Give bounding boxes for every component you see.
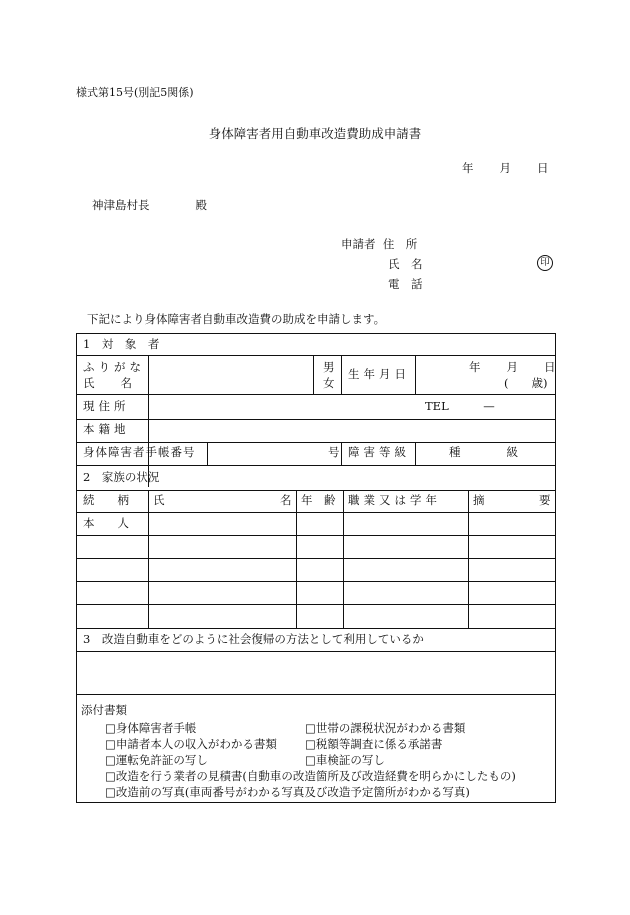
- date-day: 日: [537, 161, 549, 175]
- birth-date-label: 生年月日: [348, 367, 410, 381]
- name-label: 氏 名: [83, 376, 133, 390]
- section3-heading: 3 改造自動車をどのように社会復帰の方法として利用しているか: [83, 632, 424, 646]
- tel-label: TEL —: [425, 399, 495, 413]
- applicant-name-label: 氏 名: [388, 257, 423, 271]
- attachment-inspection: □車検証の写し: [305, 753, 385, 767]
- recipient: 神津島村長 殿: [92, 198, 207, 212]
- attachments-block: [81, 702, 516, 800]
- attachment-handbook: □身体障害者手帳: [105, 721, 197, 735]
- date-line: [462, 160, 549, 176]
- address-label: 現住所: [83, 399, 130, 413]
- sex-female: 女: [323, 376, 335, 390]
- attachment-income: □申請者本人の収入がわかる書類: [105, 737, 277, 751]
- date-year: 年: [462, 161, 474, 175]
- applicant-phone-label: 電 話: [388, 277, 423, 291]
- form-number: 様式第15号(別記5関係): [76, 86, 194, 99]
- applicant-block: [341, 234, 550, 294]
- application-form-table: [76, 333, 556, 803]
- col-age: 年 齢: [301, 493, 336, 507]
- attachment-household-tax: □世帯の課税状況がわかる書類: [305, 721, 466, 735]
- sex-male: 男: [323, 360, 335, 374]
- disability-grade-value: 種 級: [449, 445, 518, 459]
- col-note-first: 摘: [473, 493, 485, 507]
- document-title: 身体障害者用自動車改造費助成申請書: [208, 126, 422, 141]
- attachment-estimate: □改造を行う業者の見積書(自動車の改造箇所及び改造経費を明らかにしたもの): [105, 769, 516, 783]
- disability-grade-label: 障害等級: [348, 445, 410, 459]
- applicant-address-label: 住 所: [382, 237, 418, 251]
- seal-mark: 印: [537, 255, 553, 271]
- domicile-label: 本籍地: [83, 422, 130, 436]
- attachments-title: 添付書類: [81, 703, 127, 717]
- handbook-unit: 号: [328, 445, 340, 459]
- col-name-last: 名: [280, 493, 292, 507]
- handbook-number-label: 身体障害者手帳番号: [83, 445, 196, 459]
- section1-heading: 1 対 象 者: [83, 337, 160, 351]
- attachment-photo: □改造前の写真(車両番号がわかる写真及び改造予定箇所がわかる写真): [105, 785, 470, 799]
- applicant-label: 申請者: [341, 237, 376, 251]
- family-row-self: 本 人: [83, 516, 129, 530]
- section2-heading: 2 家族の状況: [83, 470, 160, 484]
- attachment-license: □運転免許証の写し: [105, 753, 208, 767]
- birth-date-fields: 年 月 日: [469, 360, 557, 374]
- col-job: 職業又は学年: [348, 493, 441, 507]
- attachment-consent: □税額等調査に係る承諾書: [305, 737, 443, 751]
- date-month: 月: [499, 161, 511, 175]
- col-relation: 続 柄: [83, 493, 129, 507]
- col-name-first: 氏: [153, 493, 165, 507]
- age-field: ( 歳): [504, 376, 548, 390]
- furigana-label: ふりがな: [83, 360, 145, 374]
- request-text: 下記により身体障害者自動車改造費の助成を申請します。: [87, 312, 386, 326]
- col-note-last: 要: [539, 493, 551, 507]
